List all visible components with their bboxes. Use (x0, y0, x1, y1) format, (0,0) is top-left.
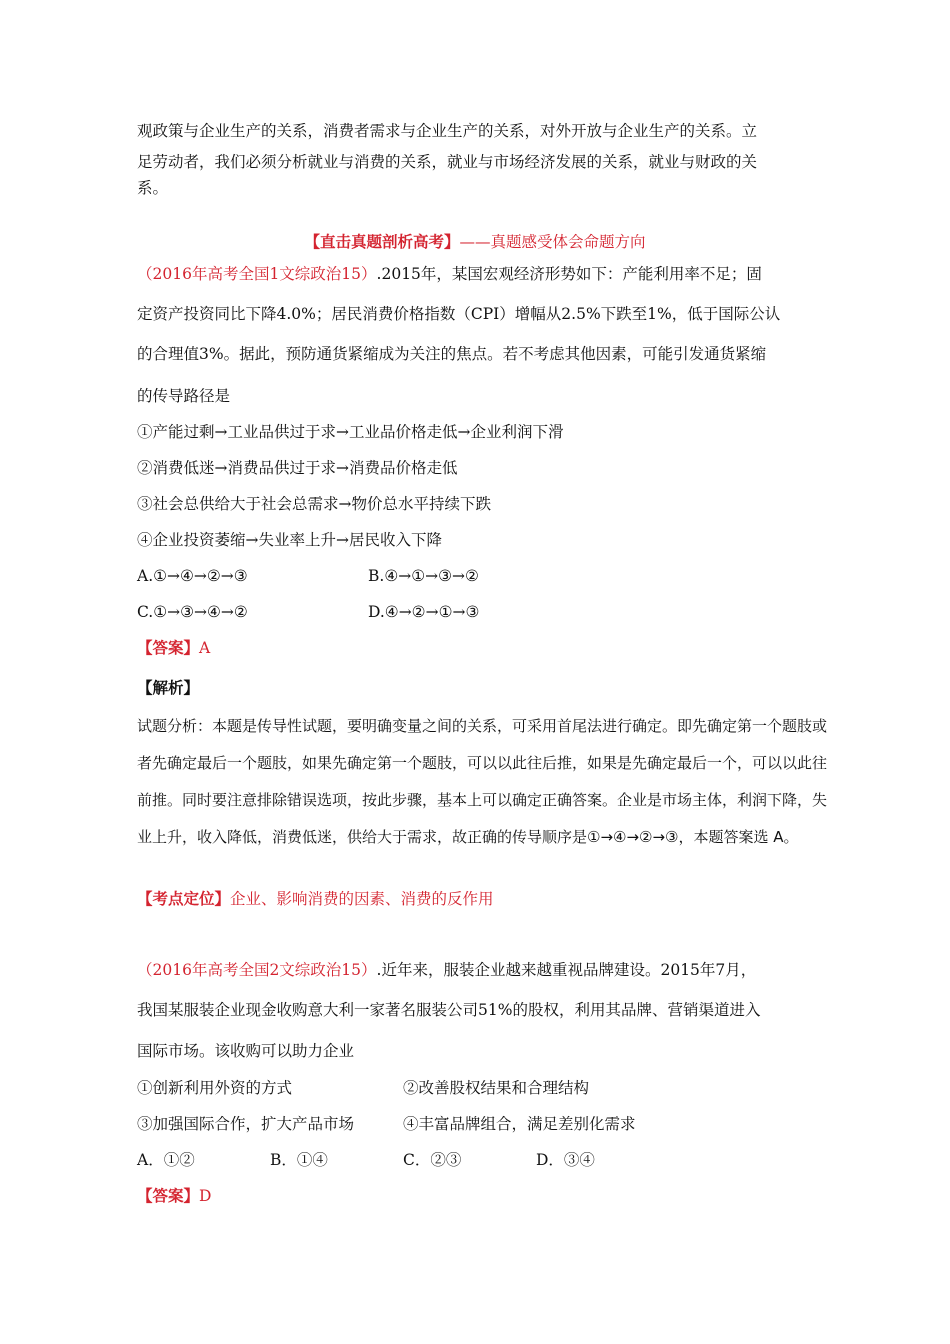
q1-option-b: B.④→①→③→② (368, 567, 479, 585)
q1-option-c: C.①→③→④→② (137, 603, 248, 621)
q1-stem-line-1 (137, 262, 762, 286)
q1-stem-line-4: 的传导路径是 (137, 387, 231, 405)
q2-text-1: .近年来，服装企业越来越重视品牌建设。2015年7月， (376, 961, 757, 979)
q1-source: （2016年高考全国1文综政治15） (137, 265, 377, 283)
q2-stem-line-2: 我国某服装企业现金收购意大利一家著名服装公司51%的股权，利用其品牌、营销渠道进入 (137, 1001, 761, 1019)
q1-item-3: ③社会总供给大于社会总需求→物价总水平持续下跌 (137, 495, 491, 513)
q1-option-a: A.①→④→②→③ (137, 567, 248, 585)
q2-stem-line-3: 国际市场。该收购可以助力企业 (137, 1042, 355, 1060)
q1-keypoint-label: 【考点定位】 (137, 889, 231, 908)
section-title (0, 230, 950, 254)
q2-option-b: B．①④ (270, 1151, 328, 1169)
q2-answer-label: 【答案】 (137, 1186, 200, 1205)
q1-item-4: ④企业投资萎缩→失业率上升→居民收入下降 (137, 531, 442, 549)
q1-analysis-label: 【解析】 (137, 678, 200, 697)
q1-keypoint-text: 企业、影响消费的因素、消费的反作用 (230, 890, 494, 908)
q2-source: （2016年高考全国2文综政治15） (137, 961, 377, 979)
q1-item-2: ②消费低迷→消费品供过于求→消费品价格走低 (137, 459, 458, 477)
intro-line-2: 足劳动者，我们必须分析就业与消费的关系，就业与市场经济发展的关系，就业与财政的关 (137, 153, 758, 171)
q1-analysis-line-3: 前推。同时要注意排除错误选项，按此步骤，基本上可以确定正确答案。企业是市场主体，利润下降，失 (137, 791, 828, 809)
q2-item-3: ③加强国际合作，扩大产品市场 (137, 1115, 355, 1133)
q2-item-2: ②改善股权结果和合理结构 (403, 1079, 590, 1097)
q2-option-d: D．③④ (536, 1151, 595, 1169)
q2-option-c: C．②③ (403, 1151, 462, 1169)
section-title-rest: ——真题感受体会命题方向 (459, 233, 646, 251)
q2-item-1: ①创新利用外资的方式 (137, 1079, 293, 1097)
q1-answer-label: 【答案】 (137, 638, 200, 657)
q1-analysis-line-4: 业上升，收入降低，消费低迷，供给大于需求，故正确的传导顺序是①→④→②→③，本题答案选 A。 (137, 828, 799, 846)
q1-item-1: ①产能过剩→工业品供过于求→工业品价格走低→企业利润下滑 (137, 423, 564, 441)
q1-analysis-line-2: 者先确定最后一个题肢，如果先确定第一个题肢，可以以此往后推，如果是先确定最后一个，可以以此往 (137, 754, 828, 772)
q1-stem-line-3: 的合理值3%。据此，预防通货紧缩成为关注的焦点。若不考虑其他因素，可能引发通货紧缩 (137, 345, 767, 363)
intro-line-1: 观政策与企业生产的关系，消费者需求与企业生产的关系，对外开放与企业生产的关系。立 (137, 122, 758, 140)
q2-answer-value: D (199, 1187, 212, 1205)
q2-stem-line-1 (137, 958, 756, 982)
q1-text-1: .2015年，某国宏观经济形势如下：产能利用率不足；固 (376, 265, 762, 283)
intro-line-3: 系。 (137, 179, 169, 197)
q2-option-a: A．①② (137, 1151, 195, 1169)
q1-analysis-line-1: 试题分析：本题是传导性试题，要明确变量之间的关系，可采用首尾法进行确定。即先确定第一个题肢或 (137, 717, 828, 735)
q1-answer-value: A (199, 639, 211, 657)
q1-keypoint (137, 887, 494, 911)
q1-stem-line-2: 定资产投资同比下降4.0%；居民消费价格指数（CPI）增幅从2.5%下跌至1%，低于国际公认 (137, 305, 781, 323)
q2-answer (137, 1184, 211, 1208)
section-title-bracket: 【直击真题剖析高考】 (304, 232, 460, 251)
q1-answer (137, 636, 210, 660)
q2-item-4: ④丰富品牌组合，满足差别化需求 (403, 1115, 636, 1133)
q1-option-d: D.④→②→①→③ (368, 603, 480, 621)
